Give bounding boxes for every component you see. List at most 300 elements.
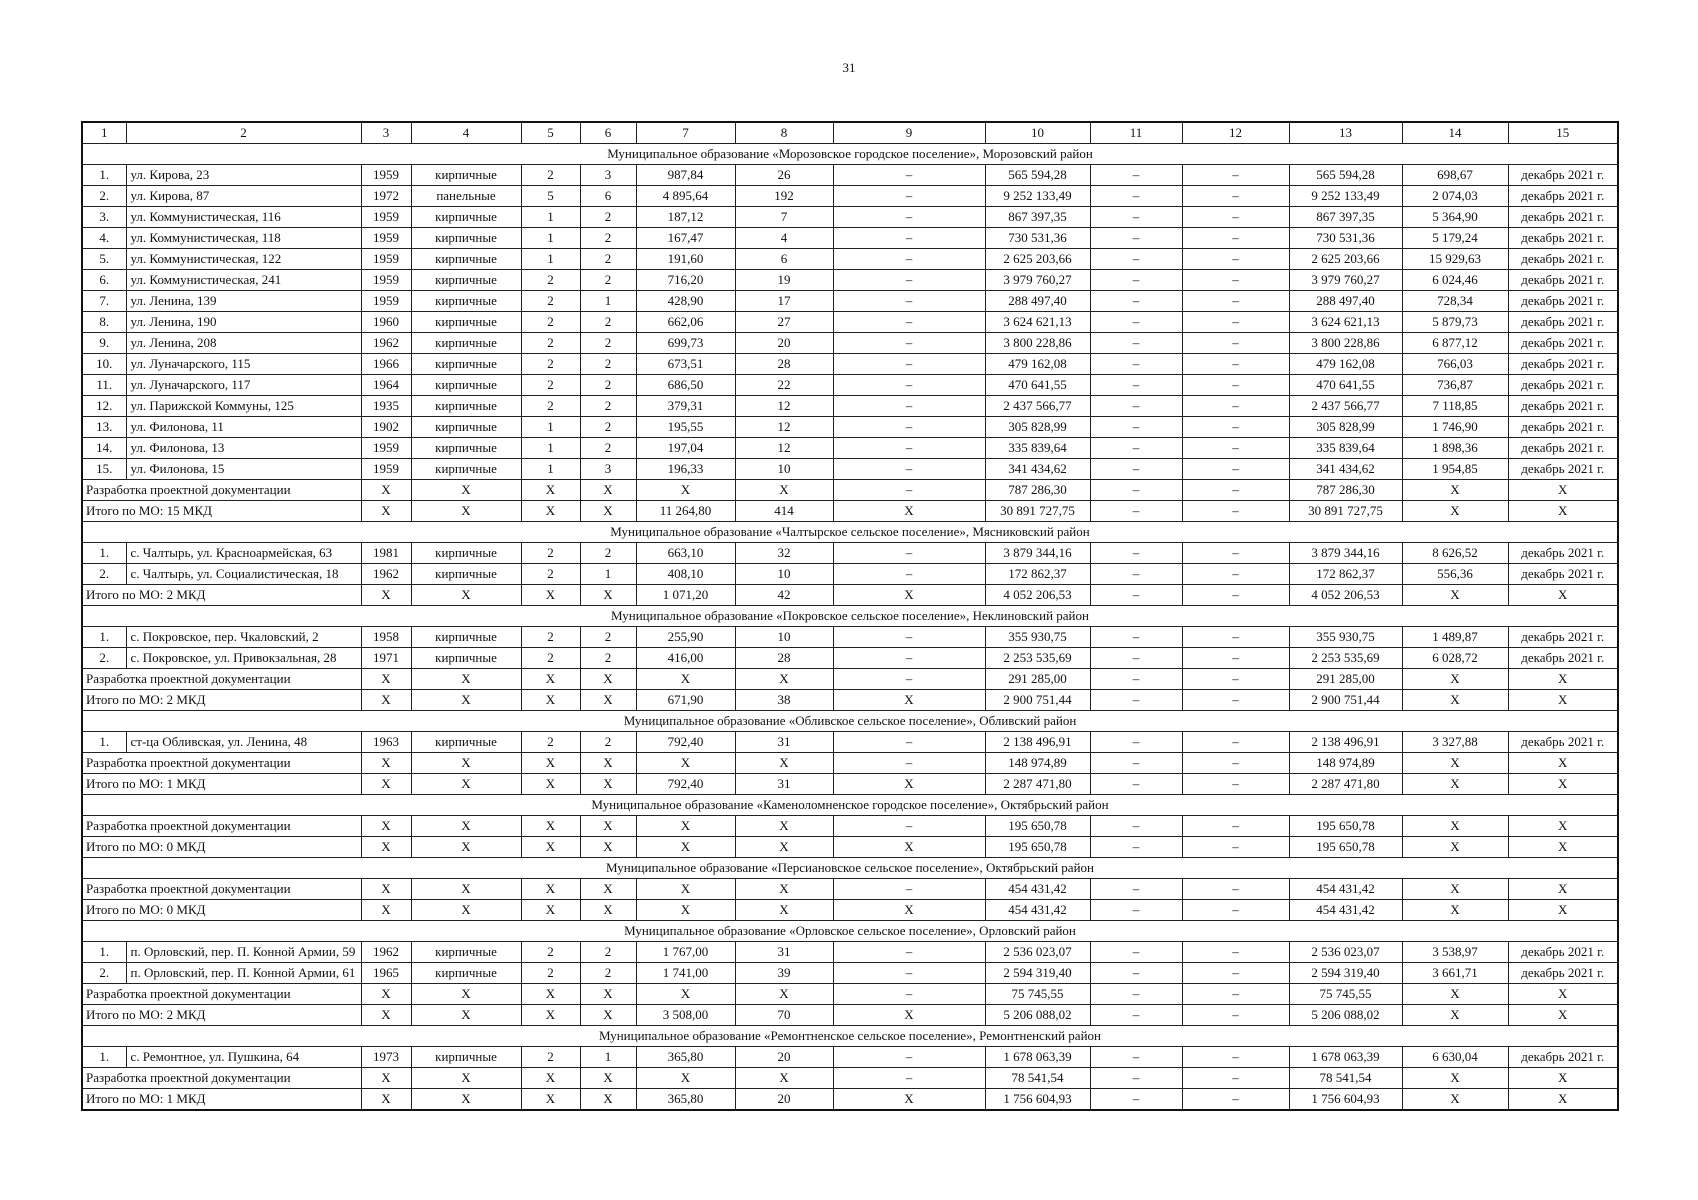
table-cell: X	[521, 501, 580, 522]
table-cell: 355 930,75	[985, 627, 1090, 648]
table-cell: –	[1182, 228, 1289, 249]
table-cell: –	[833, 543, 985, 564]
table-cell: X	[580, 753, 636, 774]
table-cell: 1 898,36	[1402, 438, 1508, 459]
table-cell: 1960	[361, 312, 411, 333]
table-cell: X	[361, 900, 411, 921]
row-number: 11.	[82, 375, 126, 396]
table-cell: 31	[735, 942, 833, 963]
table-cell: 3 661,71	[1402, 963, 1508, 984]
table-cell: X	[833, 1005, 985, 1026]
table-cell: 1 756 604,93	[1289, 1089, 1402, 1111]
table-cell: кирпичные	[411, 627, 521, 648]
table-cell: X	[580, 669, 636, 690]
table-cell: X	[411, 501, 521, 522]
table-cell: 3 800 228,86	[985, 333, 1090, 354]
table-cell: X	[833, 837, 985, 858]
table-cell: панельные	[411, 186, 521, 207]
table-cell: –	[1182, 438, 1289, 459]
municipality-section-row	[82, 858, 1618, 879]
table-row	[82, 396, 1618, 417]
table-cell: 20	[735, 1047, 833, 1068]
table-cell: 3 800 228,86	[1289, 333, 1402, 354]
table-cell: X	[361, 669, 411, 690]
table-cell: –	[1182, 459, 1289, 480]
table-cell: –	[1090, 984, 1182, 1005]
table-cell: 6 630,04	[1402, 1047, 1508, 1068]
table-cell: 2	[580, 963, 636, 984]
table-cell: –	[1090, 354, 1182, 375]
table-cell: X	[411, 1089, 521, 1111]
table-cell: –	[1090, 480, 1182, 501]
table-cell: 1962	[361, 564, 411, 585]
table-cell: 197,04	[636, 438, 735, 459]
table-cell: X	[833, 900, 985, 921]
table-cell: X	[636, 669, 735, 690]
table-cell: –	[1090, 774, 1182, 795]
table-cell: –	[1182, 480, 1289, 501]
table-cell: 2	[521, 354, 580, 375]
table-cell: 2	[580, 732, 636, 753]
table-cell: X	[833, 501, 985, 522]
table-cell: 2	[521, 312, 580, 333]
table-cell: 1	[521, 249, 580, 270]
table-cell: 365,80	[636, 1047, 735, 1068]
table-cell: кирпичные	[411, 942, 521, 963]
table-cell: 787 286,30	[985, 480, 1090, 501]
table-cell: –	[1182, 396, 1289, 417]
table-cell: X	[636, 753, 735, 774]
table-cell: 1 746,90	[1402, 417, 1508, 438]
table-cell: 1963	[361, 732, 411, 753]
table-cell: декабрь 2021 г.	[1508, 438, 1618, 459]
table-cell: 3 979 760,27	[985, 270, 1090, 291]
table-cell: –	[833, 942, 985, 963]
table-cell: 10	[735, 459, 833, 480]
table-cell: –	[1090, 291, 1182, 312]
table-cell: –	[833, 984, 985, 1005]
table-cell: 195 650,78	[985, 816, 1090, 837]
table-cell: 2	[521, 963, 580, 984]
table-cell: 2	[580, 627, 636, 648]
table-cell: 341 434,62	[1289, 459, 1402, 480]
table-cell: 3	[580, 165, 636, 186]
municipality-title: Муниципальное образование «Орловское сельское поселение», Орловский район	[82, 921, 1618, 942]
table-cell: 19	[735, 270, 833, 291]
table-cell: –	[1090, 690, 1182, 711]
table-cell: 1 678 063,39	[1289, 1047, 1402, 1068]
table-cell: X	[1402, 774, 1508, 795]
table-cell: X	[1402, 753, 1508, 774]
table-cell: –	[833, 669, 985, 690]
table-cell: 75 745,55	[1289, 984, 1402, 1005]
table-cell: 5 364,90	[1402, 207, 1508, 228]
table-cell: 305 828,99	[1289, 417, 1402, 438]
table-cell: 787 286,30	[1289, 480, 1402, 501]
table-cell: X	[580, 585, 636, 606]
table-cell: 1959	[361, 228, 411, 249]
row-number: 2.	[82, 564, 126, 585]
row-number: 1.	[82, 165, 126, 186]
table-cell: –	[833, 627, 985, 648]
row-number: 2.	[82, 186, 126, 207]
table-cell: –	[1090, 207, 1182, 228]
table-cell: 148 974,89	[985, 753, 1090, 774]
table-cell: –	[1090, 186, 1182, 207]
table-cell: 699,73	[636, 333, 735, 354]
table-cell: X	[1508, 690, 1618, 711]
table-cell: –	[1090, 564, 1182, 585]
table-cell: X	[1402, 501, 1508, 522]
table-cell: X	[361, 753, 411, 774]
table-cell: –	[1182, 879, 1289, 900]
column-number-cell: 14	[1402, 122, 1508, 144]
table-cell: X	[411, 1068, 521, 1089]
table-cell: 2 253 535,69	[985, 648, 1090, 669]
table-cell: 3 508,00	[636, 1005, 735, 1026]
table-cell: кирпичные	[411, 375, 521, 396]
table-cell: –	[1182, 354, 1289, 375]
table-cell: X	[1508, 837, 1618, 858]
table-cell: –	[833, 816, 985, 837]
summary-label: Разработка проектной документации	[82, 753, 361, 774]
column-number-cell: 9	[833, 122, 985, 144]
table-cell: 1973	[361, 1047, 411, 1068]
table-cell: 2	[580, 543, 636, 564]
table-row	[82, 963, 1618, 984]
table-cell: X	[521, 774, 580, 795]
table-cell: 22	[735, 375, 833, 396]
table-cell: X	[1508, 501, 1618, 522]
table-cell: кирпичные	[411, 207, 521, 228]
table-cell: X	[636, 879, 735, 900]
table-cell: –	[1090, 417, 1182, 438]
table-cell: –	[833, 879, 985, 900]
table-cell: X	[833, 774, 985, 795]
table-cell: 2 138 496,91	[985, 732, 1090, 753]
table-cell: 2	[580, 207, 636, 228]
table-cell: 1959	[361, 165, 411, 186]
table-cell: 1	[521, 459, 580, 480]
table-cell: 1	[521, 438, 580, 459]
summary-row	[82, 879, 1618, 900]
table-cell: X	[735, 900, 833, 921]
table-cell: 255,90	[636, 627, 735, 648]
table-cell: 454 431,42	[985, 900, 1090, 921]
table-cell: декабрь 2021 г.	[1508, 354, 1618, 375]
table-cell: кирпичные	[411, 459, 521, 480]
address-cell: ул. Ленина, 139	[126, 291, 361, 312]
table-cell: X	[411, 480, 521, 501]
table-cell: 2 138 496,91	[1289, 732, 1402, 753]
table-cell: 28	[735, 354, 833, 375]
table-cell: X	[411, 753, 521, 774]
table-cell: –	[833, 1047, 985, 1068]
table-row	[82, 270, 1618, 291]
table-cell: –	[833, 249, 985, 270]
table-cell: 10	[735, 627, 833, 648]
table-cell: –	[1182, 984, 1289, 1005]
row-number: 8.	[82, 312, 126, 333]
summary-label: Итого по МО: 2 МКД	[82, 690, 361, 711]
table-cell: 1 489,87	[1402, 627, 1508, 648]
table-cell: декабрь 2021 г.	[1508, 564, 1618, 585]
table-cell: 1964	[361, 375, 411, 396]
table-cell: 355 930,75	[1289, 627, 1402, 648]
table-cell: 365,80	[636, 1089, 735, 1111]
table-cell: X	[361, 690, 411, 711]
table-cell: X	[735, 1068, 833, 1089]
table-cell: X	[1508, 984, 1618, 1005]
table-cell: –	[833, 375, 985, 396]
address-cell: ул. Филонова, 13	[126, 438, 361, 459]
column-number-cell: 7	[636, 122, 735, 144]
table-cell: X	[833, 585, 985, 606]
table-cell: 454 431,42	[1289, 900, 1402, 921]
table-cell: кирпичные	[411, 249, 521, 270]
table-cell: –	[1090, 396, 1182, 417]
table-row	[82, 333, 1618, 354]
summary-row	[82, 984, 1618, 1005]
table-cell: 12	[735, 396, 833, 417]
table-cell: –	[1182, 249, 1289, 270]
table-cell: 305 828,99	[985, 417, 1090, 438]
table-cell: 2 074,03	[1402, 186, 1508, 207]
table-cell: X	[1402, 879, 1508, 900]
address-cell: ул. Коммунистическая, 116	[126, 207, 361, 228]
table-cell: –	[1090, 375, 1182, 396]
table-cell: кирпичные	[411, 543, 521, 564]
summary-row	[82, 1068, 1618, 1089]
table-cell: –	[833, 228, 985, 249]
table-cell: –	[1182, 1005, 1289, 1026]
table-cell: –	[1090, 963, 1182, 984]
column-number-cell: 8	[735, 122, 833, 144]
table-cell: 792,40	[636, 774, 735, 795]
table-cell: –	[1182, 900, 1289, 921]
municipality-title: Муниципальное образование «Покровское сельское поселение», Неклиновский район	[82, 606, 1618, 627]
table-cell: X	[833, 690, 985, 711]
table-cell: X	[1508, 1005, 1618, 1026]
table-cell: –	[1090, 228, 1182, 249]
table-row	[82, 186, 1618, 207]
municipality-section-row	[82, 795, 1618, 816]
table-cell: X	[361, 984, 411, 1005]
table-cell: 414	[735, 501, 833, 522]
table-row	[82, 375, 1618, 396]
table-cell: X	[636, 1068, 735, 1089]
table-cell: X	[1508, 900, 1618, 921]
address-cell: с. Чалтырь, ул. Социалистическая, 18	[126, 564, 361, 585]
table-cell: 2	[580, 228, 636, 249]
table-cell: 6	[735, 249, 833, 270]
summary-label: Итого по МО: 2 МКД	[82, 1005, 361, 1026]
table-cell: –	[1090, 732, 1182, 753]
table-cell: кирпичные	[411, 354, 521, 375]
table-cell: 31	[735, 732, 833, 753]
table-cell: 195 650,78	[1289, 837, 1402, 858]
table-cell: X	[411, 816, 521, 837]
table-cell: X	[1402, 585, 1508, 606]
table-cell: декабрь 2021 г.	[1508, 291, 1618, 312]
summary-row	[82, 1089, 1618, 1111]
table-cell: 2 900 751,44	[1289, 690, 1402, 711]
table-cell: X	[580, 984, 636, 1005]
table-cell: X	[521, 816, 580, 837]
table-cell: X	[1402, 1068, 1508, 1089]
address-cell: п. Орловский, пер. П. Конной Армии, 59	[126, 942, 361, 963]
column-number-cell: 4	[411, 122, 521, 144]
table-cell: –	[1090, 270, 1182, 291]
table-body	[82, 122, 1618, 1110]
table-cell: декабрь 2021 г.	[1508, 375, 1618, 396]
table-cell: 730 531,36	[1289, 228, 1402, 249]
table-cell: декабрь 2021 г.	[1508, 1047, 1618, 1068]
table-cell: 2	[521, 564, 580, 585]
address-cell: ул. Парижской Коммуны, 125	[126, 396, 361, 417]
table-cell: 187,12	[636, 207, 735, 228]
table-cell: 75 745,55	[985, 984, 1090, 1005]
table-cell: 2	[580, 333, 636, 354]
table-cell: –	[1090, 438, 1182, 459]
table-cell: 1 756 604,93	[985, 1089, 1090, 1111]
table-cell: X	[636, 480, 735, 501]
table-cell: кирпичные	[411, 648, 521, 669]
table-cell: X	[1402, 1005, 1508, 1026]
table-cell: –	[1090, 333, 1182, 354]
table-row	[82, 438, 1618, 459]
table-cell: X	[1508, 480, 1618, 501]
summary-label: Итого по МО: 0 МКД	[82, 837, 361, 858]
table-cell: X	[411, 900, 521, 921]
table-cell: 2	[580, 354, 636, 375]
address-cell: ул. Ленина, 190	[126, 312, 361, 333]
table-cell: 1	[521, 417, 580, 438]
row-number: 9.	[82, 333, 126, 354]
table-cell: –	[1182, 270, 1289, 291]
table-cell: кирпичные	[411, 564, 521, 585]
table-cell: X	[1402, 690, 1508, 711]
table-cell: X	[521, 1068, 580, 1089]
table-cell: 4 052 206,53	[985, 585, 1090, 606]
table-cell: X	[735, 879, 833, 900]
table-cell: 5 206 088,02	[985, 1005, 1090, 1026]
table-cell: –	[1182, 816, 1289, 837]
table-cell: –	[1182, 942, 1289, 963]
table-cell: 3 879 344,16	[1289, 543, 1402, 564]
table-cell: –	[833, 312, 985, 333]
table-cell: кирпичные	[411, 228, 521, 249]
table-cell: 1 767,00	[636, 942, 735, 963]
table-cell: 416,00	[636, 648, 735, 669]
table-cell: декабрь 2021 г.	[1508, 228, 1618, 249]
table-cell: декабрь 2021 г.	[1508, 963, 1618, 984]
table-cell: 2 287 471,80	[985, 774, 1090, 795]
table-cell: 1	[580, 564, 636, 585]
address-cell: ул. Луначарского, 117	[126, 375, 361, 396]
table-cell: 1959	[361, 291, 411, 312]
table-cell: X	[1508, 816, 1618, 837]
table-cell: X	[521, 900, 580, 921]
municipality-section-row	[82, 1026, 1618, 1047]
table-cell: 9 252 133,49	[985, 186, 1090, 207]
table-cell: декабрь 2021 г.	[1508, 165, 1618, 186]
table-cell: –	[1090, 753, 1182, 774]
row-number: 13.	[82, 417, 126, 438]
table-cell: 766,03	[1402, 354, 1508, 375]
table-cell: X	[580, 774, 636, 795]
table-cell: 6 024,46	[1402, 270, 1508, 291]
table-cell: 195,55	[636, 417, 735, 438]
table-cell: –	[833, 354, 985, 375]
municipality-section-row	[82, 921, 1618, 942]
table-cell: декабрь 2021 г.	[1508, 648, 1618, 669]
table-cell: X	[521, 480, 580, 501]
table-cell: 2	[521, 270, 580, 291]
table-cell: X	[411, 837, 521, 858]
summary-row	[82, 774, 1618, 795]
table-cell: 2 536 023,07	[985, 942, 1090, 963]
table-cell: кирпичные	[411, 270, 521, 291]
table-cell: –	[833, 648, 985, 669]
table-cell: 3 624 621,13	[1289, 312, 1402, 333]
table-cell: X	[1402, 984, 1508, 1005]
table-cell: декабрь 2021 г.	[1508, 396, 1618, 417]
table-cell: –	[1182, 1089, 1289, 1111]
table-cell: X	[1508, 669, 1618, 690]
table-cell: –	[1182, 564, 1289, 585]
column-number-cell: 1	[82, 122, 126, 144]
table-cell: 288 497,40	[985, 291, 1090, 312]
table-cell: –	[833, 438, 985, 459]
table-cell: 2	[521, 375, 580, 396]
table-cell: декабрь 2021 г.	[1508, 249, 1618, 270]
table-cell: X	[1508, 753, 1618, 774]
table-cell: 10	[735, 564, 833, 585]
row-number: 4.	[82, 228, 126, 249]
table-cell: –	[1182, 732, 1289, 753]
table-cell: кирпичные	[411, 312, 521, 333]
table-cell: X	[636, 984, 735, 1005]
column-number-cell: 6	[580, 122, 636, 144]
table-cell: –	[1090, 165, 1182, 186]
table-cell: X	[521, 1089, 580, 1111]
table-cell: 673,51	[636, 354, 735, 375]
table-cell: 2	[580, 312, 636, 333]
table-cell: 3	[580, 459, 636, 480]
table-cell: 2	[521, 942, 580, 963]
table-cell: 2	[521, 333, 580, 354]
table-cell: X	[580, 1068, 636, 1089]
table-cell: 2	[521, 396, 580, 417]
table-cell: декабрь 2021 г.	[1508, 417, 1618, 438]
table-cell: 1 741,00	[636, 963, 735, 984]
table-cell: –	[1182, 837, 1289, 858]
table-cell: 6 877,12	[1402, 333, 1508, 354]
table-cell: –	[1090, 585, 1182, 606]
table-cell: 2	[580, 648, 636, 669]
table-cell: 2	[521, 627, 580, 648]
summary-label: Разработка проектной документации	[82, 879, 361, 900]
table-cell: 3 879 344,16	[985, 543, 1090, 564]
table-cell: 1	[580, 1047, 636, 1068]
municipality-title: Муниципальное образование «Морозовское городское поселение», Морозовский район	[82, 144, 1618, 165]
table-cell: 2	[521, 648, 580, 669]
table-cell: 3 624 621,13	[985, 312, 1090, 333]
table-cell: декабрь 2021 г.	[1508, 459, 1618, 480]
table-cell: X	[411, 984, 521, 1005]
table-cell: X	[361, 1005, 411, 1026]
